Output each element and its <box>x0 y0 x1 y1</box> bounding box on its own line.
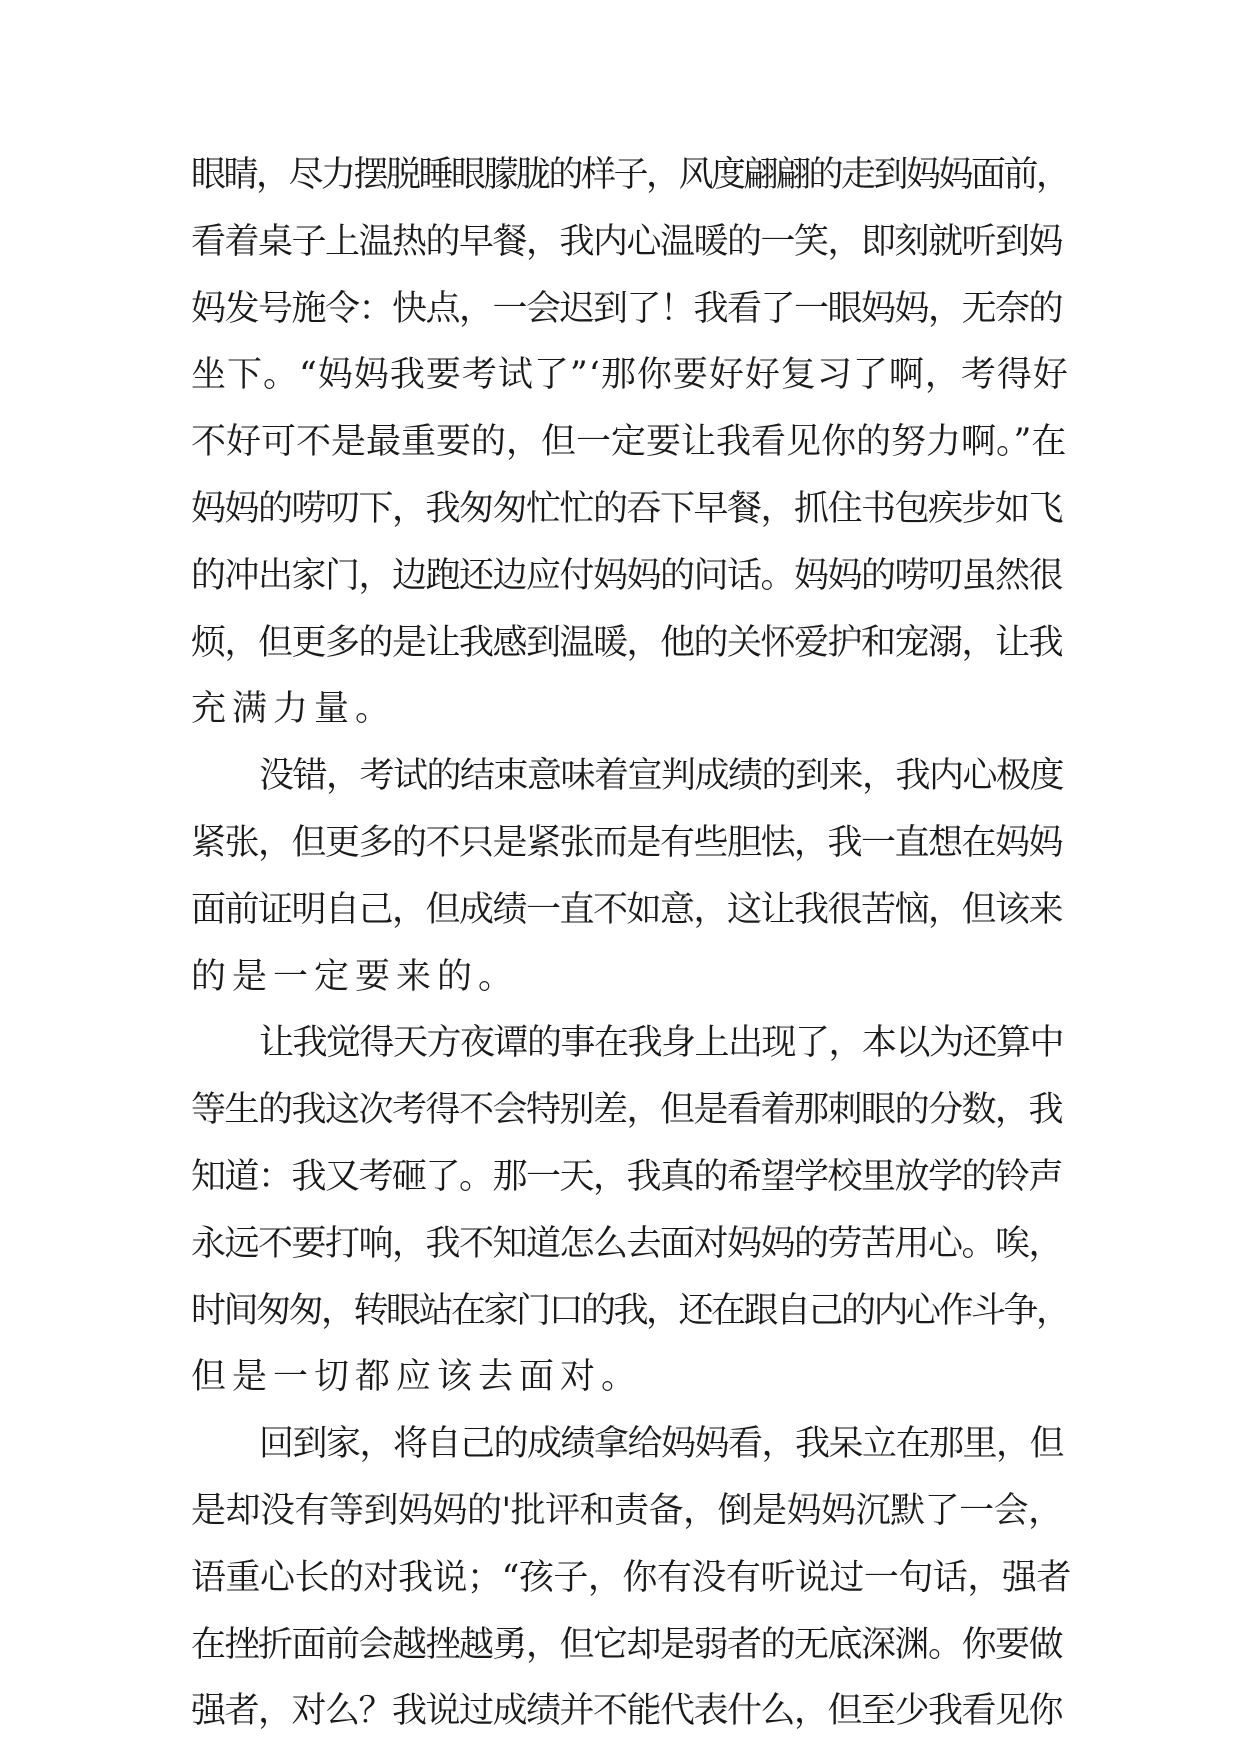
text-line: 但是一切都应该去面对。 <box>191 1357 643 1398</box>
text-line: 没错，考试的结束意味着宣判成绩的到来，我内心极度 <box>259 756 1064 797</box>
text-line: 时间匆匆，转眼站在家门口的我，还在跟自己的内心作斗争， <box>191 1290 1069 1331</box>
text-line: 烦，但更多的是让我感到温暖，他的关怀爱护和宠溺，让我 <box>191 622 1063 663</box>
text-line: 是却没有等到妈妈的'批评和责备，倒是妈妈沉默了一会， <box>191 1490 1063 1531</box>
text-line: 永远不要打响，我不知道怎么去面对妈妈的劳苦用心。唉， <box>191 1223 1063 1264</box>
text-line: 充满力量。 <box>191 689 397 730</box>
text-line: 强者，对么？我说过成绩并不能代表什么，但至少我看见你 <box>191 1691 1063 1732</box>
text-line: 知道：我又考砸了。那一天，我真的希望学校里放学的铃声 <box>191 1156 1063 1197</box>
text-line: 面前证明自己，但成绩一直不如意，这让我很苦恼，但该来 <box>191 889 1063 930</box>
text-line: 妈发号施令：快点，一会迟到了！我看了一眼妈妈，无奈的 <box>191 288 1063 329</box>
text-line: 眼睛，尽力摆脱睡眼朦胧的样子，风度翩翩的走到妈妈面前， <box>191 155 1069 195</box>
body-text <box>191 142 1071 1745</box>
text-line: 等生的我这次考得不会特别差，但是看着那刺眼的分数，我 <box>191 1090 1063 1131</box>
text-line: 回到家，将自己的成绩拿给妈妈看，我呆立在那里，但 <box>259 1424 1064 1465</box>
text-line: 不好可不是最重要的，但一定要让我看见你的努力啊。”在 <box>191 422 1067 463</box>
text-line: 在挫折面前会越挫越勇，但它却是弱者的无底深渊。你要做 <box>191 1624 1063 1665</box>
text-line: 的是一定要来的。 <box>191 956 520 997</box>
text-line: 坐下。“妈妈我要考试了”‘那你要好好复习了啊，考得好 <box>191 355 1069 396</box>
text-line: 的冲出家门，边跑还边应付妈妈的问话。妈妈的唠叨虽然很 <box>191 555 1063 596</box>
text-line: 紧张，但更多的不只是紧张而是有些胆怯，我一直想在妈妈 <box>191 822 1063 863</box>
text-line: 看着桌子上温热的早餐，我内心温暖的一笑，即刻就听到妈 <box>191 221 1063 262</box>
text-line: 语重心长的对我说；“孩子，你有没有听说过一句话，强者 <box>191 1557 1071 1598</box>
text-line: 让我觉得天方夜谭的事在我身上出现了，本以为还算中 <box>259 1023 1064 1064</box>
text-line: 妈妈的唠叨下，我匆匆忙忙的吞下早餐，抓住书包疾步如飞 <box>191 488 1063 529</box>
